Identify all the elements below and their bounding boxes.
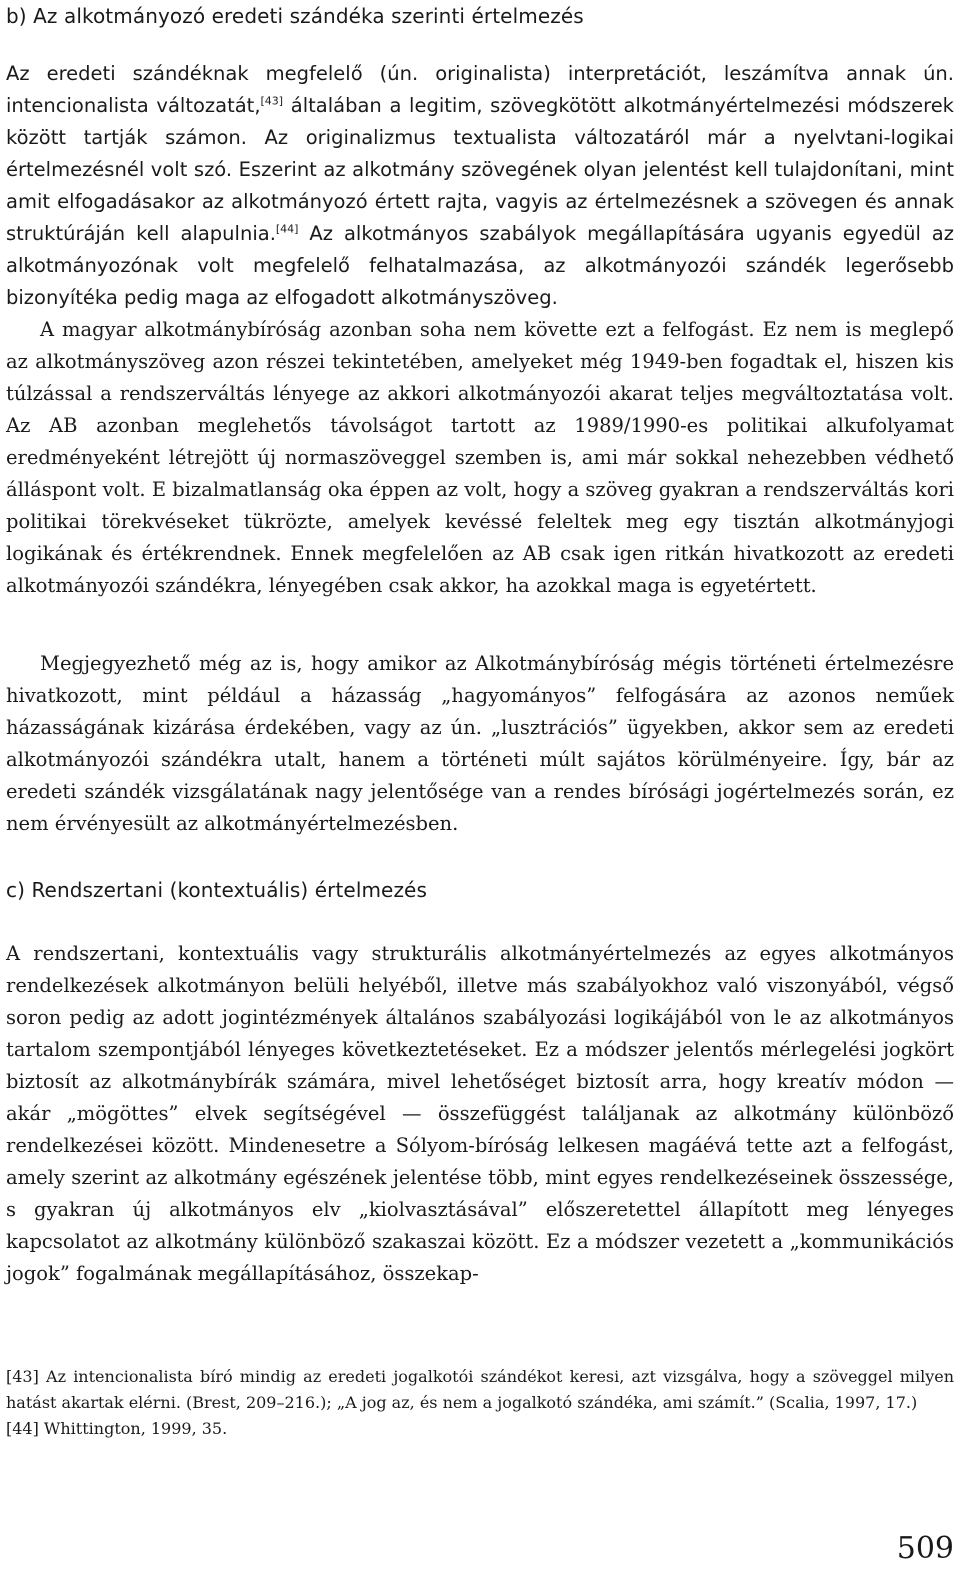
footnote-ref-43[interactable]: [43] xyxy=(260,94,284,108)
paragraph-sans-text-2: általában a legitim, szövegkötött alkotmányértelmezési módszerek között tartják számon. Az originalizmus textualista változatáról már a nyelvtani-logikai értelmezésnél volt szó. xyxy=(6,94,954,181)
section-c-heading: c) Rendszertani (kontextuális) értelmezés xyxy=(6,878,427,902)
paragraph-sans-text: Az eredeti szándéknak megfelelő (ún. originalista) interpretációt, leszámítva annak ún. intencionalista változatát, xyxy=(6,62,954,117)
footnotes xyxy=(6,1364,954,1442)
section-c-paragraph-1: A rendszertani, kontextuális vagy strukturális alkotmányértelmezés az egyes alkotmányos rendelkezések alkotmányon belüli helyéből, illetve más szabályokhoz való viszonyából, végső soron pedig az adott jogintézmények általános szabályozási logikájából von le az alkotmányos tartalom szempontjából lényeges következtetéseket. Ez a módszer jelentős mérlegelési jogkört biztosít az alkotmánybírák számára, mivel lehetőséget biztosít arra, hogy kreatív módon — akár „mögöttes” elvek segítségével — összefüggést találjanak az alkotmány különböző rendelkezései között. Mindenesetre a Sólyom-bíróság lelkesen magáévá tette azt a felfogást, amely szerint az alkotmány egészének jelentése több, mint egyes rendelkezéseinek összessége, s gyakran új alkotmányos elv „kiolvasztásával” előszeretettel állapított meg lényeges kapcsolatot az alkotmány különböző szakaszai között. Ez a módszer vezetett a „kommunikációs jogok” fogalmának megállapításához, összekap- xyxy=(6,942,954,1285)
paragraph-serif-text: A magyar alkotmánybíróság azonban soha nem követte ezt a felfogást. Ez nem is meglepő az alkotmányszöveg azon részei tekintetében, amelyeket még 1949-ben fogadtak el, hiszen kis túlzással a rendszerváltás lényege az akkori alkotmányozói akarat teljes megváltoztatása volt. Az AB azonban meglehetős távolságot tartott az 1989/1990-es politikai alkufolyamat eredményeként létrejött új normaszöveggel szemben is, ami már sokkal nehezebben védhető álláspont volt. E bizalmatlanság oka éppen az volt, hogy a szöveg gyakran a rendszerváltás kori politikai törekvéseket tükrözte, amelyek kevéssé feleltek meg egy tisztán alkotmányjogi logikának és értékrendnek. Ennek megfelelően az AB csak igen ritkán hivatkozott az eredeti alkotmányozói szándékra, lényegében csak akkor, ha azokkal maga is egyetértett. xyxy=(6,318,954,597)
footnote-43: [43] Az intencionalista bíró mindig az eredeti jogalkotói szándékot keresi, azt vizsgálva, hogy a szöveggel milyen hatást akartak elérni. (Brest, 209–216.); „A jog az, és nem a jogalkotó szándéka, ami számít.” (Scalia, 1997, 17.) xyxy=(6,1367,954,1412)
section-b-paragraph-1 xyxy=(6,58,954,602)
paragraph-sans-text-4: Az alkotmányos szabályok megállapítására ugyanis egyedül az alkotmányozónak volt megfelelő felhatalmazása, az alkotmányozói szándék legerősebb bizonyítéka pedig maga az elfogadott alkotmányszöveg. xyxy=(6,222,954,309)
paragraph-sans-text-3: Eszerint az alkotmány szövegének olyan jelentést kell tulajdonítani, mint amit elfogadásakor az alkotmányozó értett rajta, vagyis az értelmezésnek a szövegen és annak struktúráján kell alapulnia. xyxy=(6,158,954,245)
footnote-44: [44] Whittington, 1999, 35. xyxy=(6,1419,228,1438)
section-b-heading: b) Az alkotmányozó eredeti szándéka szerinti értelmezés xyxy=(6,4,584,28)
footnote-ref-44[interactable]: [44] xyxy=(275,222,299,236)
section-b-paragraph-2: Megjegyezhető még az is, hogy amikor az Alkotmánybíróság mégis történeti értelmezésre hivatkozott, mint például a házasság „hagyományos” felfogására az azonos neműek házasságának kizárása érdekében, vagy az ún. „lusztrációs” ügyekben, akkor sem az eredeti alkotmányozói szándékra utalt, hanem a történeti múlt sajátos körülményeire. Így, bár az eredeti szándék vizsgálatának nagy jelentősége van a rendes bírósági jogértelmezés során, ez nem érvényesült az alkotmányértelmezésben. xyxy=(6,652,954,835)
page-number: 509 xyxy=(896,1531,954,1566)
